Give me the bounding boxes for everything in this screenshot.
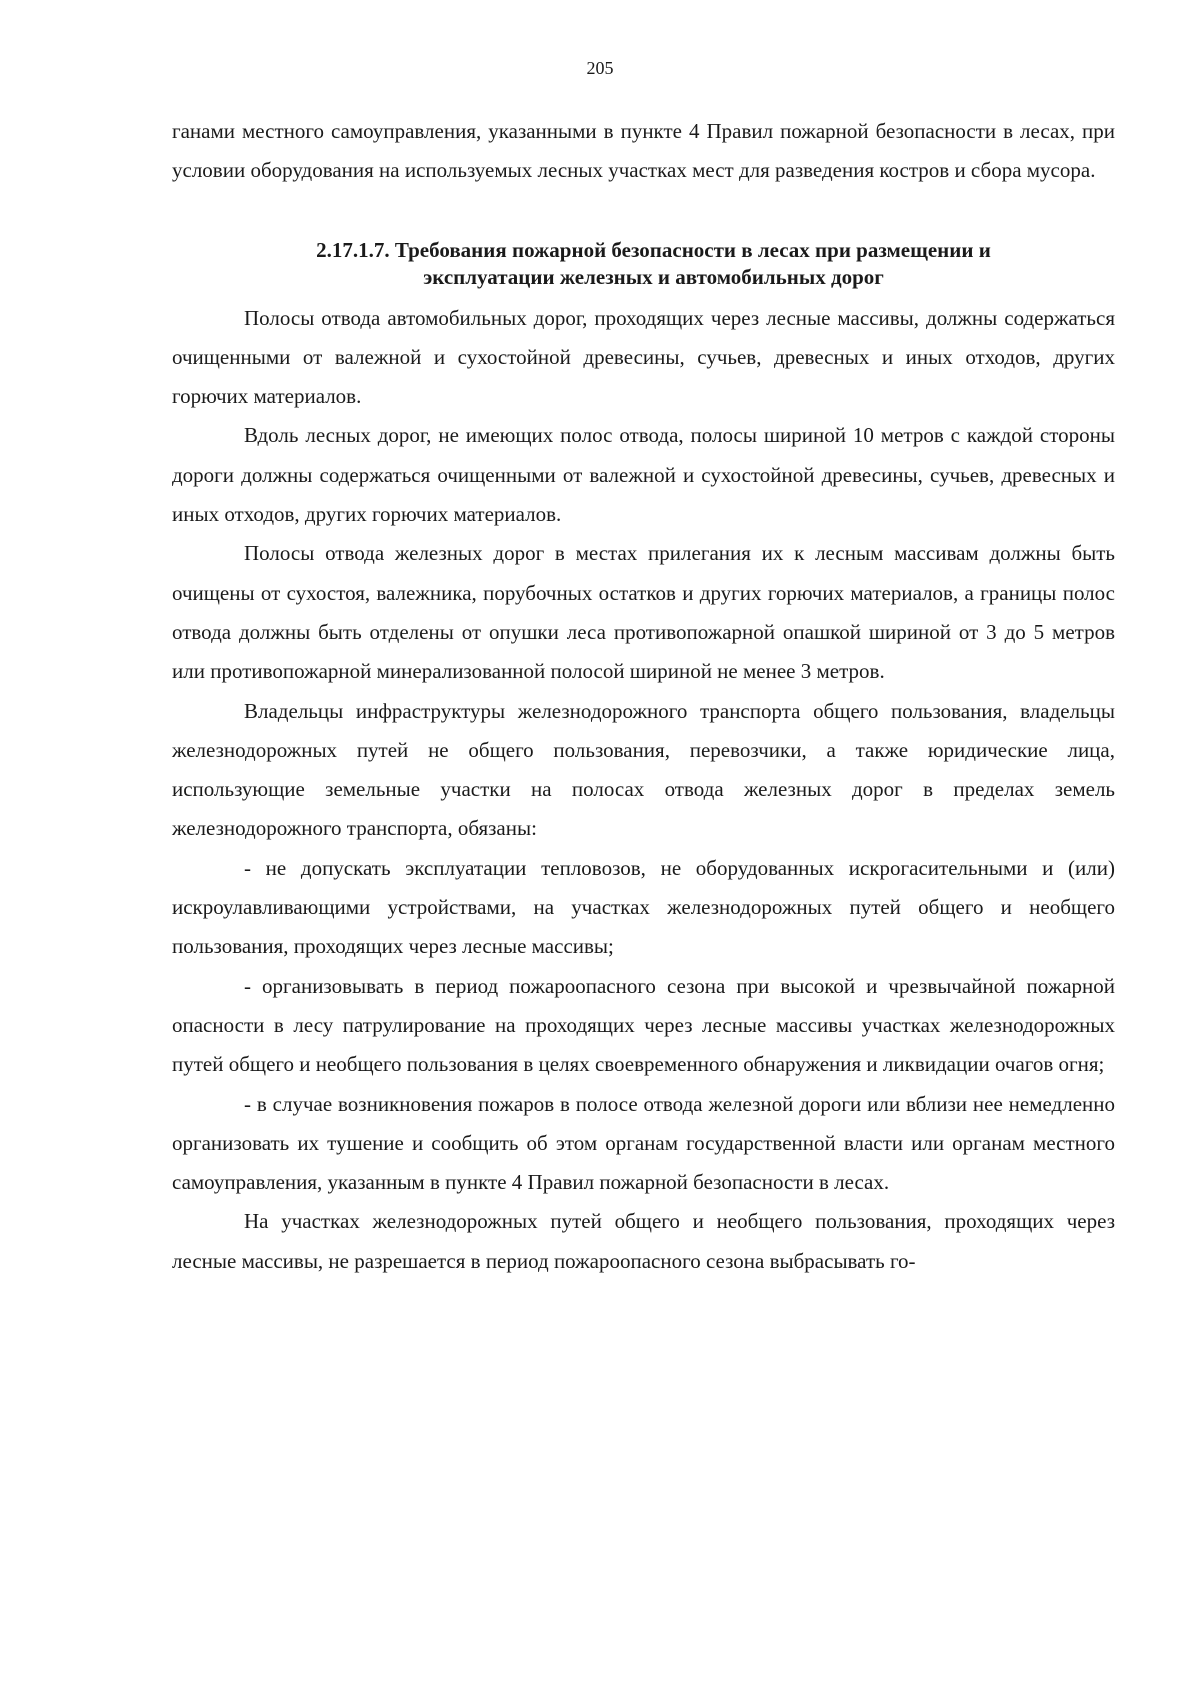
list-item-patrol: - организовывать в период пожароопасного сезона при высокой и чрезвычайной пожарной опасности в лесу патрулирование на проходящих через лесные массивы участках железнодорожных путей общего и необщего пользования в целях своевременного обнаружения и ликвидации очагов огня; <box>172 973 1115 1077</box>
paragraph-continuation: ганами местного самоуправления, указанными в пункте 4 Правил пожарной безопасности в лесах, при условии оборудования на используемых лесных участках мест для разведения костров и сбора мусора. <box>172 119 1115 183</box>
paragraph-railway-strips: Полосы отвода железных дорог в местах прилегания их к лесным массивам должны быть очищены от сухостоя, валежника, порубочных остатков и других горючих материалов, а границы полос отвода должны быть отделены от опушки леса противопожарной опашкой шириной от 3 до 5 метров или противопожарной минерализованной полосой шириной не менее 3 метров. <box>172 541 1115 684</box>
section-spacer <box>172 191 1115 237</box>
section-heading <box>172 237 1115 291</box>
section-heading-line-1: 2.17.1.7. Требования пожарной безопасности в лесах при размещении и <box>316 237 991 262</box>
paragraph-forest-roads: Вдоль лесных дорог, не имеющих полос отвода, полосы шириной 10 метров с каждой стороны дороги должны содержаться очищенными от валежной и сухостойной древесины, сучьев, древесных и иных отходов, других горючих материалов. <box>172 423 1115 527</box>
paragraph-road-strips: Полосы отвода автомобильных дорог, проходящих через лесные массивы, должны содержаться очищенными от валежной и сухостойной древесины, сучьев, древесных и иных отходов, других горючих материалов. <box>172 305 1115 409</box>
page-number: 205 <box>586 58 614 78</box>
list-item-locomotives: - не допускать эксплуатации тепловозов, не оборудованных искрогасительными и (или) искроулавливающими устройствами, на участках железнодорожных путей общего и необщего пользования, проходящих через лесные массивы; <box>172 855 1115 959</box>
paragraph-railway-prohibition: На участках железнодорожных путей общего и необщего пользования, проходящих через лесные массивы, не разрешается в период пожароопасного сезона выбрасывать го- <box>172 1209 1115 1273</box>
list-item-fire-response: - в случае возникновения пожаров в полосе отвода железной дороги или вблизи нее немедленно организовать их тушение и сообщить об этом органам государственной власти или органам местного самоуправления, указанным в пункте 4 Правил пожарной безопасности в лесах. <box>172 1091 1115 1195</box>
section-heading-line-2: эксплуатации железных и автомобильных дорог <box>423 264 884 289</box>
paragraph-railway-owners: Владельцы инфраструктуры железнодорожного транспорта общего пользования, владельцы железнодорожных путей не общего пользования, перевозчики, а также юридические лица, использующие земельные участки на полосах отвода железных дорог в пределах земель железнодорожного транспорта, обязаны: <box>172 698 1115 841</box>
page-content <box>172 112 1115 1281</box>
